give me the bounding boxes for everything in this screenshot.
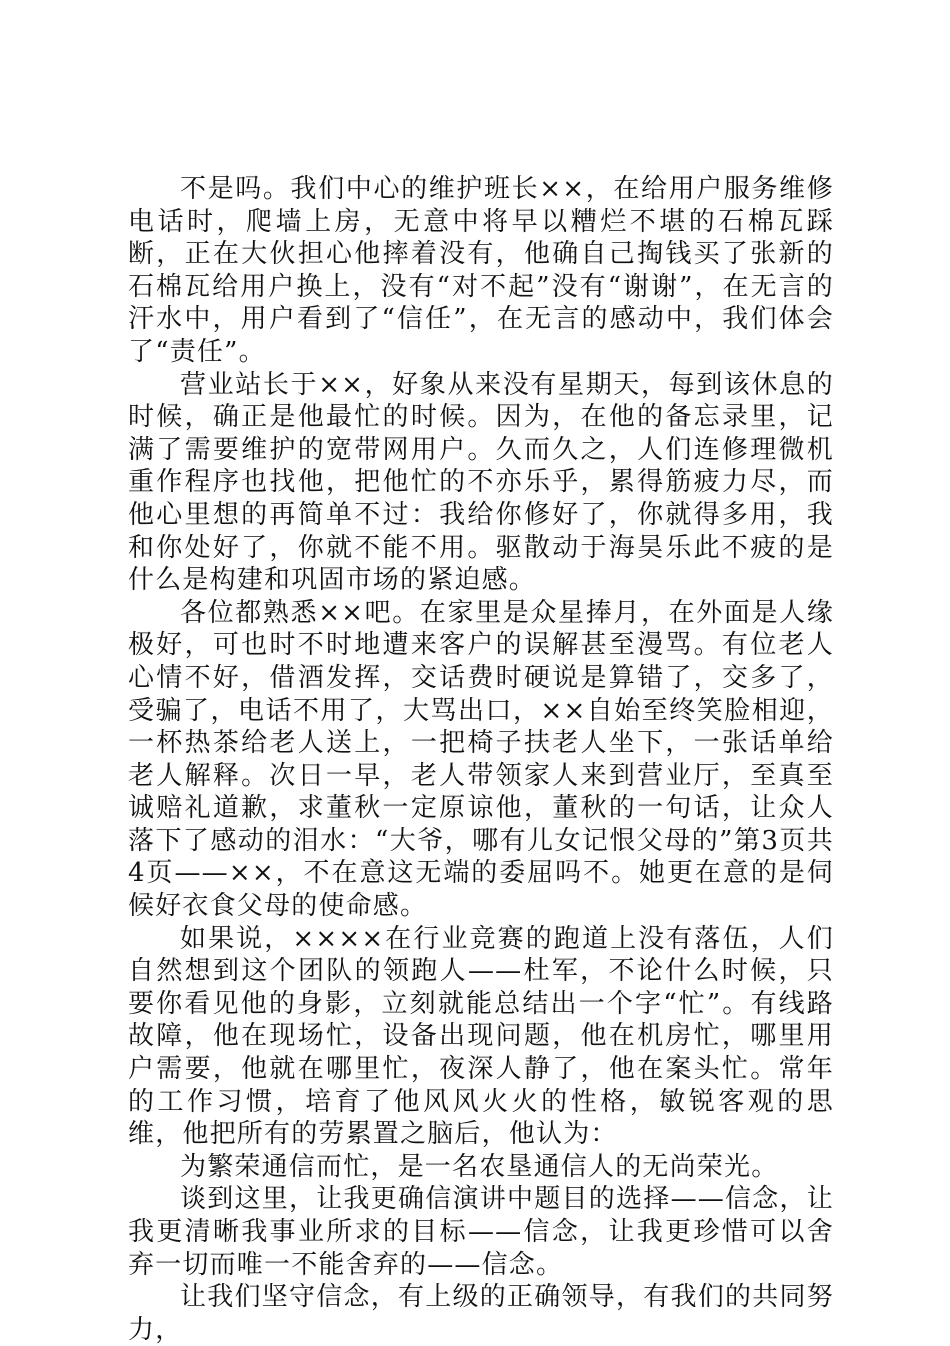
paragraph-honor-quote: 为繁荣通信而忙，是一名农垦通信人的无尚荣光。 (180, 1151, 779, 1182)
paragraph-closing: 让我们坚守信念，有上级的正确领导，有我们的共同努力， (128, 1282, 834, 1345)
paragraph-customer-service: 各位都熟悉××吧。在家里是众星捧月，在外面是人缘极好，可也时不时地遭来客户的误解甚至漫骂。有位老人心情不好，借酒发挥，交话费时硬说是算错了，交多了，受骗了，电话不用了，大骂出口，××自始至终笑脸相迎，一杯热茶给老人送上，一把椅子扶老人坐下，一张话单给老人解释。次日一早，老人带领家人来到营业厅，至真至诚赔礼道歉，求董秋一定原谅他，董秋的一句话，让众人落下了感动的泪水：“大爷，哪有儿女记恨父母的”第3页共4页——××，不在意这无端的委屈吗不。她更在意的是伺候好衣食父母的使命感。 (128, 597, 834, 922)
paragraph-team-leader: 如果说，××××在行业竞赛的跑道上没有落伍，人们自然想到这个团队的领跑人——杜军，不论什么时候，只要你看见他的身影，立刻就能总结出一个字“忙”。有线路故障，他在现场忙，设备出现问题，他在机房忙，哪里用户需要，他就在哪里忙，夜深人静了，他在案头忙。常年的工作习惯，培育了他风风火火的性格，敏锐客观的思维，他把所有的劳累置之脑后，他认为： (128, 923, 834, 1150)
paragraph-maintenance-leader: 不是吗。我们中心的维护班长××，在给用户服务维修电话时，爬墙上房，无意中将早以糟烂不堪的石棉瓦踩断，正在大伙担心他摔着没有，他确自己掏钱买了张新的石棉瓦给用户换上，没有“对不起”没有“谢谢”，在无言的汗水中，用户看到了“信任”，在无言的感动中，我们体会了“责任”。 (128, 174, 834, 367)
paragraph-belief: 谈到这里，让我更确信演讲中题目的选择——信念，让我更清晰我事业所求的目标——信念，让我更珍惜可以舍弃一切而唯一不能舍弃的——信念。 (128, 1184, 834, 1280)
document-body (128, 173, 834, 1346)
paragraph-station-manager: 营业站长于××，好象从来没有星期天，每到该休息的时候，确正是他最忙的时候。因为，在他的备忘录里，记满了需要维护的宽带网用户。久而久之，人们连修理微机重作程序也找他，把他忙的不亦乐乎，累得筋疲力尽，而他心里想的再简单不过：我给你修好了，你就得多用，我和你处好了，你就不能不用。驱散动于海昊乐此不疲的是什么是构建和巩固市场的紧迫感。 (128, 369, 834, 596)
